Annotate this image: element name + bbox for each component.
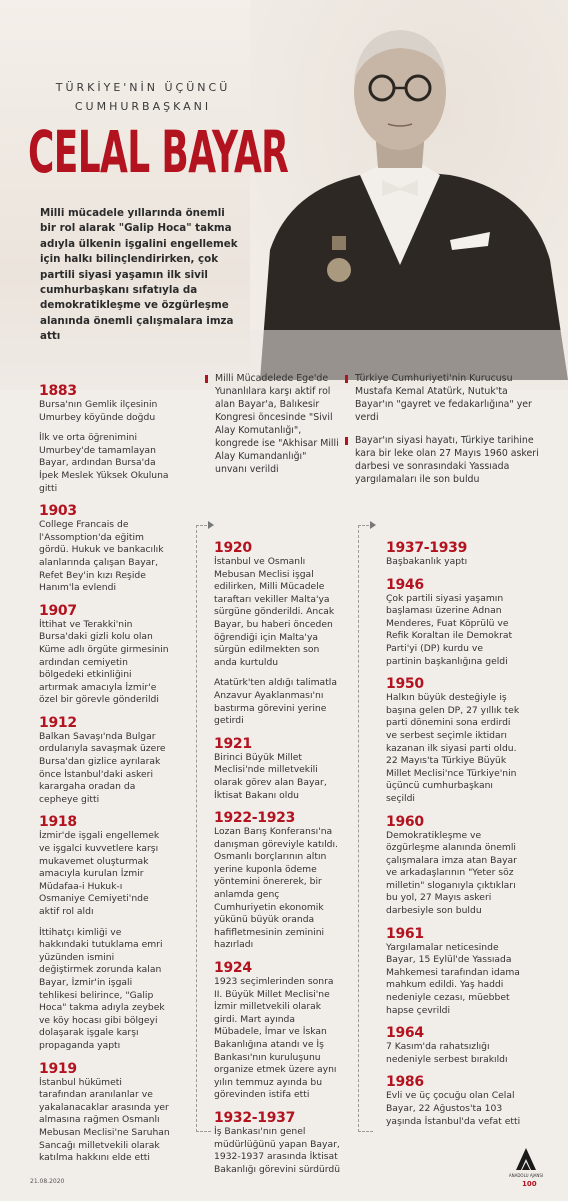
timeline-text: İttihat ve Terakki'nin Bursa'daki gizli kolu olan Küme adlı örgüte girmesinin ardından cemiyetin bölgedeki etkinliğini artırmak amacıyla İzmir'e özel bir görevle gönderildi [39,618,169,706]
timeline-connector [196,525,211,1132]
timeline-text: College Francais de l'Assomption'da eğitim gördü. Hukuk ve bankacılık alanlarında çalışan Bayar, Refet Bey'in kızı Reşide Hanım'la evlendi [39,519,164,594]
timeline-text: İzmir'de işgali engellemek ve işgalci kuvvetlere karşı mukavemet oluşturmak amacıyla kurulan İzmir Müdafaa-i Hukuk-ı Osmaniye Cemiyeti'nde aktif rol aldı [39,830,160,917]
timeline-text: Çok partili siyasi yaşamın başlaması üzerine Adnan Menderes, Fuat Köprülü ve Refik Koraltan ile Demokrat Parti'yi (DP) kurdu ve partinin başkanlığına geldi [386,592,513,667]
logo-text: ANADOLU AJANSI [508,1173,544,1178]
timeline-year: 1960 [386,813,424,830]
timeline-year: 1922-1923 [214,810,296,827]
timeline-entry [39,814,171,1052]
timeline-text: Halkın büyük desteğiyle iş başına gelen DP, 27 yıllık tek parti dönemini sona erdirdi ve serbest seçimle iktidarı kazanan ilk siyasi parti oldu. 22 Mayıs'ta Türkiye Büyük Millet Meclisi'nce Türkiye'nin üçüncü cumhurbaşkanı seçildi [386,692,520,804]
hero-banner [0,0,568,390]
timeline-year: 1950 [386,676,424,693]
timeline-year: 1918 [39,814,77,831]
timeline-year: 1921 [214,735,252,752]
timeline-entry [214,1110,344,1176]
highlights-right [345,372,545,496]
timeline-entry [39,383,171,495]
timeline-text: Bursa'nın Gemlik ilçesinin Umurbey köyünde doğdu [39,399,158,423]
highlight-item: Türkiye Cumhuriyeti'nin Kurucusu Mustafa Kemal Atatürk, Nutuk'ta Bayar'ın "gayret ve fedakarlığına" yer verdi [345,372,545,424]
timeline-text: 7 Kasım'da rahatsızlığı nedeniyle serbest bırakıldı [386,1041,508,1065]
publish-date: 21.08.2020 [30,1178,65,1185]
timeline-column-3 [386,540,521,1136]
timeline-text: Evli ve üç çocuğu olan Celal Bayar, 22 Ağustos'ta 103 yaşında İstanbul'da vefat etti [386,1090,521,1127]
timeline-column-1 [39,383,171,1173]
timeline-text: Lozan Barış Konferansı'na danışman göreviyle katıldı. Osmanlı borçlarının altın yerine kuponla ödeme yöntemini önererek, bir anlamda genç Cumhuriyetin ekonomik yükünü büyük oranda hafifletmesinin zeminini hazırladı [214,826,338,951]
timeline-connector [358,525,373,1132]
highlights-left [205,372,340,486]
timeline-entry [386,577,521,669]
timeline-year: 1924 [214,960,252,977]
timeline-entry [39,603,171,707]
timeline-year: 1937-1939 [386,540,468,556]
logo-number: 100 [522,1180,537,1188]
highlight-item: Bayar'ın siyasi hayatı, Türkiye tarihine kara bir leke olan 27 Mayıs 1960 askeri darbesi ve sonrasındaki Yassıada yargılamaları ile son buldu [345,434,545,486]
timeline-year: 1883 [39,383,77,399]
timeline-column-2 [214,540,344,1184]
highlight-item: Milli Mücadelede Ege'de Yunanlılara karşı aktif rol alan Bayar'a, Balıkesir Kongresi öncesinde "Sivil Alay Komutanlığı", kongrede ise "Akhisar Milli Alay Kumandanlığı" unvanı verildi [205,372,340,476]
timeline-entry [214,540,344,728]
timeline-entry [39,503,171,595]
timeline-year: 1907 [39,602,77,619]
timeline-text: İlk ve orta öğrenimini Umurbey'de tamamlayan Bayar, ardından Bursa'da İpek Meslek Yüksek Okuluna gitti [39,432,169,494]
timeline-text: İstanbul ve Osmanlı Mebusan Meclisi işgal edilirken, Milli Mücadele taraftarı vekiller Malta'ya sürgüne gönderildi. Ancak Bayar, bu haberi önceden öğrendiği için Malta'ya sürgün edilmekten son anda kurtuldu [214,556,335,668]
timeline-year: 1903 [39,503,77,520]
timeline-year: 1946 [386,576,424,593]
timeline-year: 1919 [39,1060,77,1077]
timeline-entry [39,715,171,807]
intro-text: Milli mücadele yıllarında önemli bir rol alarak "Galip Hoca" takma adıyla ülkenin işgalini engellemek için halkı bilinçlendirirken, çok partili siyasi yaşamın ilk sivil cumhurbaşkanı sıfatıyla da demokratikleşme ve özgürleşme alanında önemli çalışmalara imza attı [40,207,238,343]
page-title: CELAL BAYAR [28,118,289,186]
timeline-text: Birinci Büyük Millet Meclisi'nde milletvekili olarak görev alan Bayar, İktisat Bakanı oldu [214,751,327,801]
timeline-year: 1986 [386,1074,424,1091]
timeline-entry [386,814,521,918]
anadolu-agency-logo [508,1140,544,1190]
timeline-text: İttihatçı kimliği ve hakkındaki tutuklama emri yüzünden ismini değiştirmek zorunda kalan Bayar, İzmir'in işgali tehlikesi belirince, "Galip Hoca" takma adıyla zeybek ve köy hocası gibi bölgeyi dolaşarak işgale karşı propaganda yaptı [39,926,165,1051]
timeline-text: İstanbul hükümeti tarafından aranılanlar ve yakalanacaklar arasında yer almasına rağmen Osmanlı Mebusan Meclisi'ne Saruhan Sancağı milletvekili olarak katılma hakkını elde etti [39,1076,170,1164]
timeline-entry [386,540,521,569]
timeline-entry [386,1025,521,1066]
timeline-text: 1923 seçimlerinden sonra II. Büyük Millet Meclisi'ne İzmir milletvekili olarak girdi. Mart ayında Mübadele, İmar ve İskan Bakanlığına atandı ve İş Bankası'nın kuruluşunu organize etmek üzere aynı yılın temmuz ayında bu görevinden istifa etti [214,976,337,1101]
timeline-text: Demokratikleşme ve özgürleşme alanında önemli çalışmalara imza atan Bayar ve arkadaşlarının "Yeter söz milletin" sloganıyla çıktıkları bu yol, 27 Mayıs askeri darbesiyle son buldu [386,829,517,917]
timeline-year: 1964 [386,1025,424,1042]
timeline-year: 1932-1937 [214,1109,296,1126]
timeline-text: Yargılamalar neticesinde Bayar, 15 Eylül'de Yassıada Mahkemesi tarafından idama mahkum edildi. Yaş haddi nedeniyle cezası, müebbet hapse çevrildi [386,941,520,1016]
timeline-year: 1961 [386,925,424,942]
timeline-entry [214,736,344,802]
timeline-year: 1912 [39,714,77,731]
timeline-entry [214,810,344,952]
arrow-right-icon [370,521,376,529]
timeline-entry [39,1061,171,1165]
portrait-image [250,0,568,380]
timeline-entry [386,1074,521,1128]
timeline-text: Başbakanlık yaptı [386,556,468,567]
timeline-entry [386,926,521,1018]
timeline-entry [386,676,521,805]
timeline-text: Atatürk'ten aldığı talimatla Anzavur Ayaklanması'nı bastırma görevini yerine getirdi [214,677,337,727]
timeline-entry [214,960,344,1102]
page-subtitle: TÜRKİYE'NİN ÜÇÜNCÜ CUMHURBAŞKANI [55,81,231,113]
timeline-year: 1920 [214,540,252,556]
timeline-text: İş Bankası'nın genel müdürlüğünü yapan Bayar, 1932-1937 arasında İktisat Bakanlığı görevini sürdürdü [214,1125,341,1175]
timeline-text: Balkan Savaşı'nda Bulgar ordularıyla savaşmak üzere Bursa'dan gizlice ayrılarak önce İstanbul'daki askeri karargaha oradan da cepheye gitti [39,730,166,805]
arrow-right-icon [208,521,214,529]
